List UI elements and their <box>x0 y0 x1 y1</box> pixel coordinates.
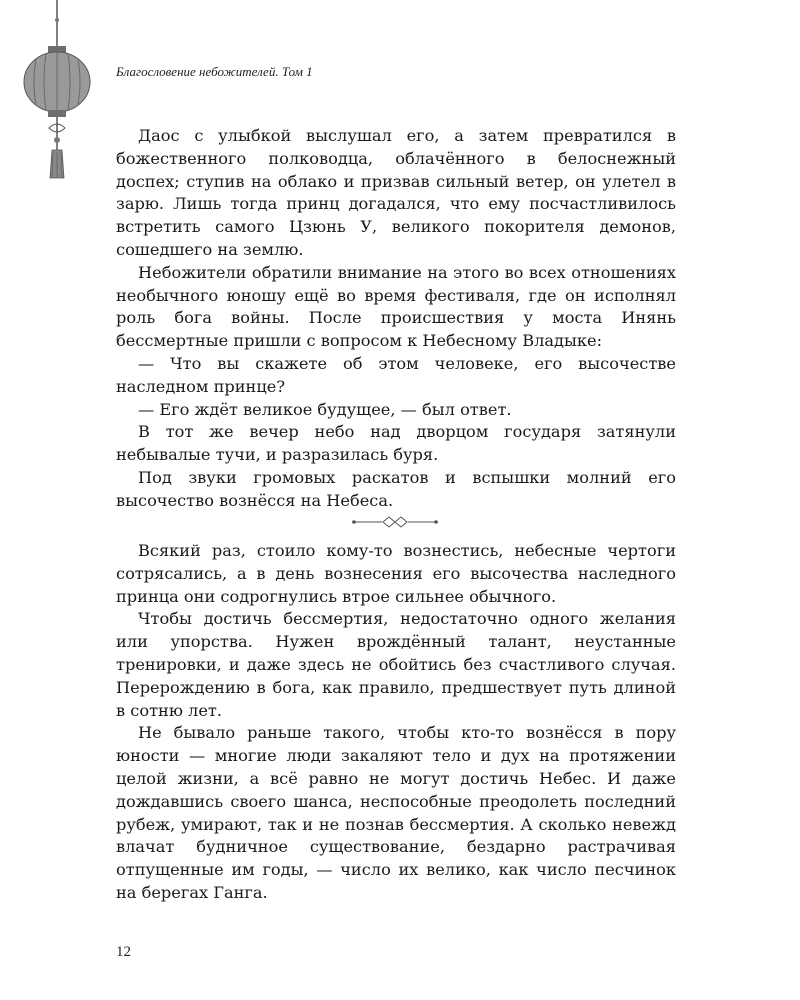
paragraph: — Что вы скажете об этом человеке, его высочестве наследном принце? <box>116 353 676 396</box>
text-block-1 <box>116 125 676 513</box>
paragraph: Не бывало раньше такого, чтобы кто-то вознёсся в пору юности — многие люди закаляют тело и дух на протяжении целой жизни, а всё равно не могут достичь Небес. И даже дождавшись своего шанса, неспособные преодолеть последний рубеж, умирают, так и не познав бессмертия. А сколько невежд влачат будничное существование, бездарно растрачивая отпущенные им годы, — число их велико, как число песчинок на берегах Ганга. <box>116 723 676 902</box>
paragraph: Чтобы достичь бессмертия, недостаточно одного желания или упорства. Нужен врождённый талант, неустанные тренировки, и даже здесь не обойтись без счастливого случая. Перерождению в бога, как правило, предшествует путь длиной в сотню лет. <box>116 609 676 720</box>
paragraph: Даос с улыбкой выслушал его, а затем превратился в божественного полководца, облачённого в белоснежный доспех; ступив на облако и призвав сильный ветер, он улетел в зарю. Лишь тогда принц догадался, что ему посчастливилось встретить самого Цзюнь У, великого покорителя демонов, сошедшего на землю. <box>116 126 676 259</box>
paragraph: Всякий раз, стоило кому-то вознестись, небесные чертоги сотрясались, а в день вознесения его высочества наследного принца они содрогнулись втрое сильнее обычного. <box>116 541 676 606</box>
paragraph: — Его ждёт великое будущее, — был ответ. <box>138 399 512 419</box>
paragraph: Небожители обратили внимание на этого во всех отношениях необычного юношу ещё во время фестиваля, где он исполнял роль бога войны. После происшествия у моста Инянь бессмертные пришли с вопросом к Небесному Владыке: <box>116 262 676 351</box>
running-head: Благословение небожителей. Том 1 <box>116 64 313 79</box>
lantern-ornament <box>22 0 92 190</box>
paragraph: Под звуки громовых раскатов и вспышки молний его высочество вознёсся на Небеса. <box>116 467 676 510</box>
text-block-2 <box>116 540 676 905</box>
paragraph: В тот же вечер небо над дворцом государя затянули небывалые тучи, и разразилась буря. <box>116 422 676 465</box>
page-number: 12 <box>116 944 131 960</box>
section-divider-ornament <box>352 515 438 529</box>
